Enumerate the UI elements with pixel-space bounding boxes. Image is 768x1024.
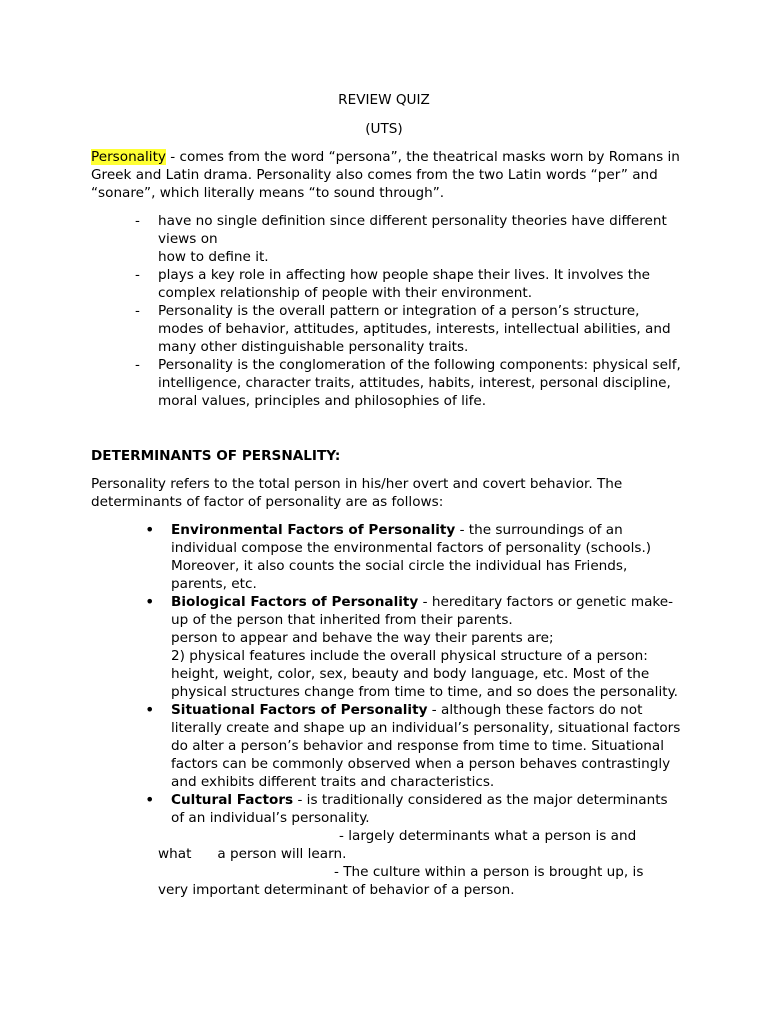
factor-term: Biological Factors of Personality <box>171 594 419 610</box>
factor-subpoint: - The culture within a person is brought up, is <box>334 864 644 880</box>
bullet-marker: • <box>145 520 155 539</box>
list-item <box>135 266 683 302</box>
factors-list <box>145 521 683 899</box>
bullet-marker: • <box>145 790 155 809</box>
bullet-marker: • <box>145 592 155 611</box>
factor-text: - the surroundings of an individual compose the environmental factors of personality (schools.) Moreover, it also counts the social circle the individual has Friends, parents, etc. <box>171 522 652 592</box>
bullet-marker: • <box>145 700 155 719</box>
factor-term: Situational Factors of Personality <box>171 702 428 718</box>
factor-item-biological <box>145 593 683 701</box>
factor-text: - is traditionally considered as the major determinants of an individual’s personality. <box>171 792 668 826</box>
dash-marker: - <box>135 267 140 283</box>
factor-item-environmental <box>145 521 683 593</box>
list-item <box>135 356 683 410</box>
factor-subpoint-continued: very important determinant of behavior of a person. <box>158 882 515 898</box>
dash-marker: - <box>135 213 140 229</box>
factor-item-cultural <box>145 791 683 899</box>
dash-marker: - <box>135 357 140 373</box>
list-item-text: Personality is the overall pattern or integration of a person’s structure, modes of behavior, attitudes, aptitudes, interests, intellectual abilities, and many other distinguishable personality traits. <box>158 303 671 355</box>
list-item <box>135 212 683 266</box>
document-subtitle: (UTS) <box>365 121 403 137</box>
intro-paragraph <box>91 148 681 202</box>
section-heading: DETERMINANTS OF PERSNALITY: <box>91 448 341 464</box>
factor-text-line: person to appear and behave the way their parents are; <box>171 630 554 646</box>
list-item-text: Personality is the conglomeration of the following components: physical self, intelligence, character traits, attitudes, habits, interest, personal discipline, moral values, principles and philosophies of life. <box>158 357 681 409</box>
factor-subpoint-continued: what a person will learn. <box>158 846 347 862</box>
list-item <box>135 302 683 356</box>
factor-item-situational <box>145 701 683 791</box>
factor-term: Environmental Factors of Personality <box>171 522 456 538</box>
list-item-text: plays a key role in affecting how people shape their lives. It involves the complex relationship of people with their environment. <box>158 267 651 301</box>
intro-text: - comes from the word “persona”, the theatrical masks worn by Romans in Greek and Latin drama. Personality also comes from the two Latin words “per” and “sonare”, which literally means “to sound through”. <box>91 149 680 201</box>
factor-subpoint: - largely determinants what a person is and <box>339 828 637 844</box>
list-item-text: how to define it. <box>158 249 269 265</box>
list-item-text: have no single definition since different personality theories have different views on <box>158 213 667 247</box>
section-intro-paragraph: Personality refers to the total person in his/her overt and covert behavior. The determinants of factor of personality are as follows: <box>91 476 623 510</box>
factor-text: - although these factors do not literally create and shape up an individual’s personality, situational factors do alter a person’s behavior and response from time to time. Situational factors can be commonly observed when a person behaves contrastingly and exhibits different traits and characteristics. <box>171 702 681 790</box>
factor-text-line: 2) physical features include the overall physical structure of a person: height, weight, color, sex, beauty and body language, etc. Most of the physical structures change from time to time, and so does the personality. <box>171 648 678 700</box>
document-title: REVIEW QUIZ <box>338 92 430 108</box>
definition-list <box>135 212 683 410</box>
highlighted-term: Personality <box>91 149 166 165</box>
factor-text: - hereditary factors or genetic make-up of the person that inherited from their parents. <box>171 594 674 628</box>
dash-marker: - <box>135 303 140 319</box>
factor-term: Cultural Factors <box>171 792 294 808</box>
